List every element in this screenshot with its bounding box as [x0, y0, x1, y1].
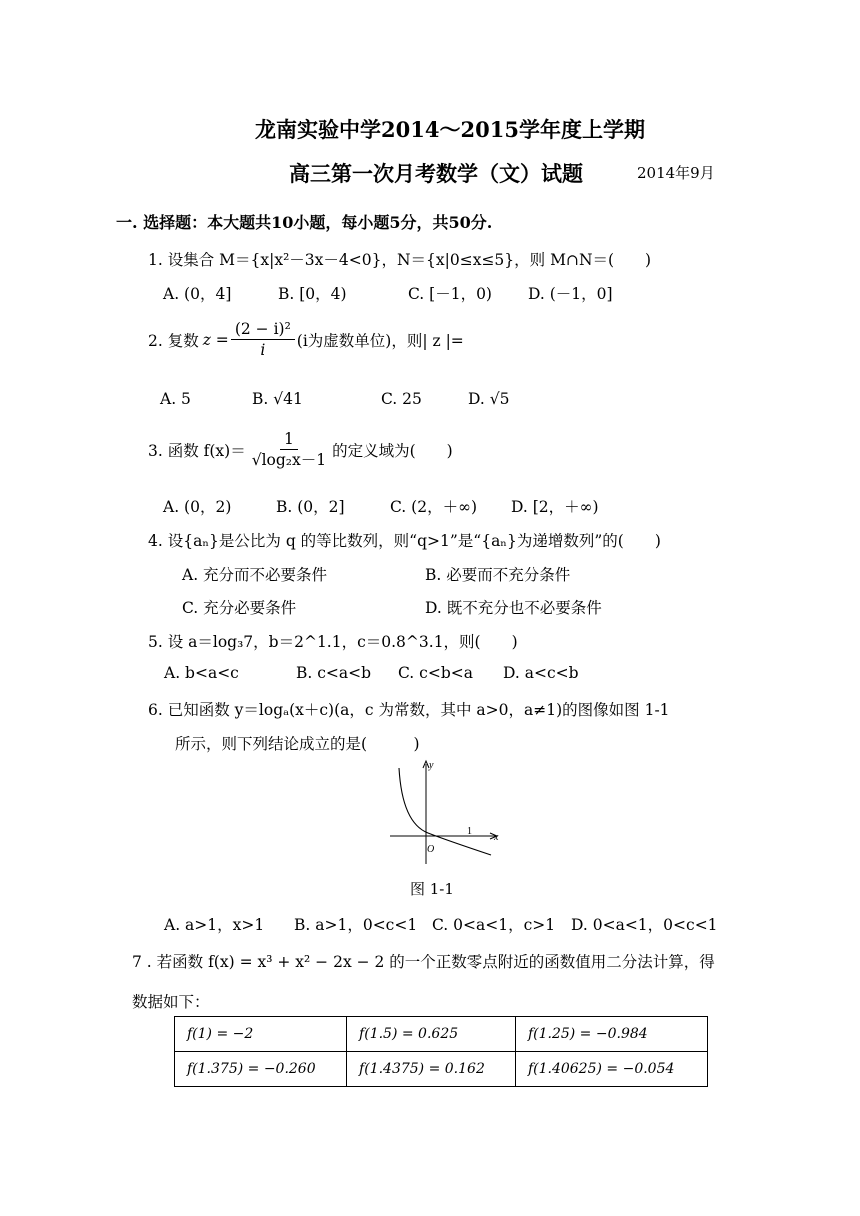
- figure-caption: 图 1-1: [410, 880, 454, 898]
- question-3: [148, 430, 453, 469]
- figure-1-1-graph: [388, 758, 504, 868]
- q2-z-eq: z =: [202, 330, 229, 349]
- table-row: [175, 1052, 708, 1087]
- x-axis-label: x: [494, 832, 499, 843]
- q2-option-c: C. 25: [381, 390, 422, 408]
- q2-prefix: 2. 复数: [148, 331, 199, 350]
- table-cell: f(1.5) = 0.625: [347, 1017, 516, 1052]
- bisection-data-table: [174, 1016, 708, 1087]
- table-cell: f(1.25) = −0.984: [515, 1017, 707, 1052]
- q2-frac-num: (2 − i)²: [231, 320, 295, 340]
- q5-option-d: D. a<c<b: [503, 664, 579, 682]
- q2-suffix: (i为虚数单位)，则| z |=: [296, 331, 464, 350]
- q3-option-c: C. (2，＋∞): [390, 498, 478, 516]
- q3-prefix: 3. 函数 f(x)＝: [148, 441, 246, 460]
- q3-option-b: B. (0，2]: [276, 498, 345, 516]
- q2-fraction: [231, 320, 295, 359]
- table-cell: f(1.375) = −0.260: [175, 1052, 347, 1087]
- tick-label-1: 1: [467, 826, 472, 837]
- q1-option-d: D. (－1，0]: [528, 285, 613, 303]
- q3-frac-num: 1: [280, 430, 298, 450]
- exam-title-line2: 高三第一次月考数学（文）试题: [289, 161, 583, 186]
- table-cell: f(1.4375) = 0.162: [347, 1052, 516, 1087]
- q4-option-b: B. 必要而不充分条件: [425, 566, 571, 584]
- question-2: [148, 320, 464, 359]
- question-6-line2: 所示，则下列结论成立的是( ): [175, 735, 420, 753]
- q1-option-c: C. [－1，0): [408, 285, 492, 303]
- q1-option-a: A. (0，4]: [163, 285, 232, 303]
- table-row: [175, 1017, 708, 1052]
- q6-option-b: B. a>1，0<c<1: [294, 916, 418, 934]
- q4-option-c: C. 充分必要条件: [182, 599, 297, 617]
- q3-frac-den: √log₂x－1: [251, 451, 327, 469]
- q2-frac-den: i: [260, 341, 266, 359]
- q2-option-b: B. √41: [252, 390, 303, 408]
- q3-fraction: [248, 430, 330, 469]
- q2-option-d: D. √5: [468, 390, 510, 408]
- log-curve: [399, 768, 491, 855]
- question-4-text: 4. 设{aₙ}是公比为 q 的等比数列，则“q>1”是“{aₙ}为递增数列”的( ): [148, 532, 661, 550]
- q2-option-a: A. 5: [160, 390, 191, 408]
- origin-label: O: [427, 844, 435, 855]
- q1-option-b: B. [0，4): [278, 285, 347, 303]
- q3-option-d: D. [2，＋∞): [511, 498, 599, 516]
- exam-date: 2014年9月: [637, 164, 715, 182]
- question-5-text: 5. 设 a＝log₃7，b＝2^1.1，c＝0.8^3.1，则( ): [148, 633, 518, 651]
- q4-option-a: A. 充分而不必要条件: [182, 566, 328, 584]
- q3-option-a: A. (0，2): [163, 498, 232, 516]
- table-cell: f(1.40625) = −0.054: [515, 1052, 707, 1087]
- question-6-line1: 6. 已知函数 y＝logₐ(x＋c)(a，c 为常数，其中 a>0，a≠1)的图像如图 1-1: [148, 701, 670, 719]
- q6-option-d: D. 0<a<1，0<c<1: [571, 916, 718, 934]
- y-axis-label: y: [429, 760, 434, 771]
- q5-option-c: C. c<b<a: [398, 664, 473, 682]
- q6-option-c: C. 0<a<1，c>1: [432, 916, 556, 934]
- q4-option-d: D. 既不充分也不必要条件: [425, 599, 602, 617]
- q3-suffix: 的定义域为( ): [332, 441, 453, 460]
- question-7-line2: 数据如下：: [132, 993, 210, 1011]
- q5-option-a: A. b<a<c: [164, 664, 239, 682]
- question-7-line1: 7 . 若函数 f(x) = x³ + x² − 2x − 2 的一个正数零点附近的函数值用二分法计算，得: [132, 953, 715, 971]
- table-cell: f(1) = −2: [175, 1017, 347, 1052]
- exam-title-line1: 龙南实验中学2014～2015学年度上学期: [255, 117, 645, 142]
- q5-option-b: B. c<a<b: [296, 664, 372, 682]
- section-heading: 一. 选择题：本大题共10小题，每小题5分，共50分.: [116, 213, 493, 232]
- question-1-text: 1. 设集合 M＝{x|x²－3x－4<0}，N＝{x|0≤x≤5}，则 M∩N＝( ): [148, 251, 652, 269]
- q6-option-a: A. a>1，x>1: [164, 916, 265, 934]
